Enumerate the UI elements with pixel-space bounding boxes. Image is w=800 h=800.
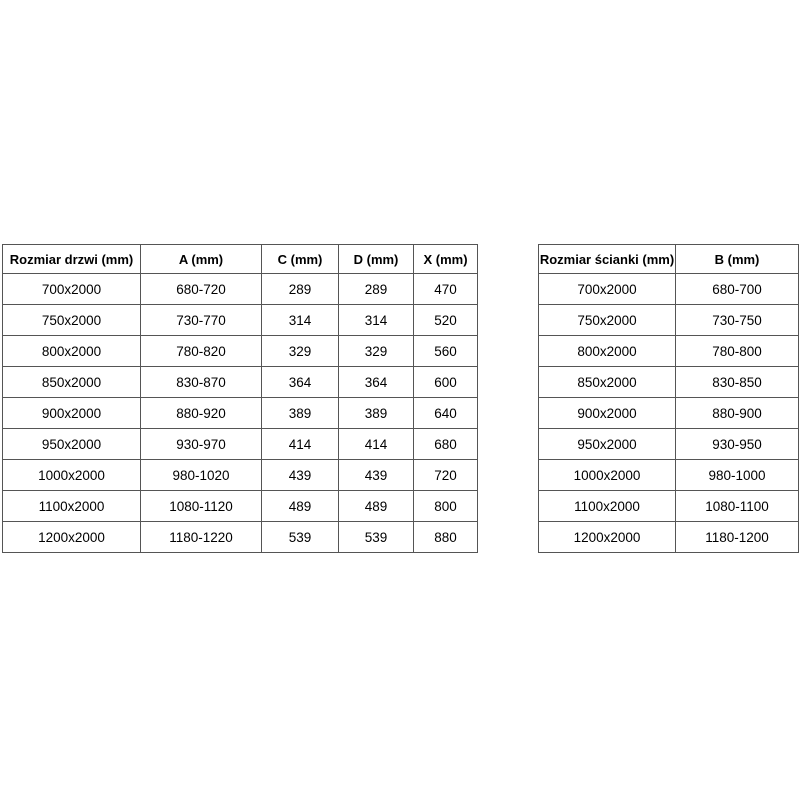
table-row (539, 460, 799, 491)
table-cell: 520 (414, 305, 478, 336)
table-cell: 880 (414, 522, 478, 553)
table-cell: 680 (414, 429, 478, 460)
table-cell: 730-770 (141, 305, 262, 336)
table-cell: 880-900 (676, 398, 799, 429)
column-header: B (mm) (676, 245, 799, 274)
table-cell: 720 (414, 460, 478, 491)
table-cell: 560 (414, 336, 478, 367)
table-row (3, 491, 478, 522)
table-cell: 489 (339, 491, 414, 522)
table-cell: 700x2000 (539, 274, 676, 305)
table-cell: 414 (262, 429, 339, 460)
table-row (539, 305, 799, 336)
table-row (3, 522, 478, 553)
table-cell: 539 (262, 522, 339, 553)
table-cell: 439 (262, 460, 339, 491)
table-cell: 640 (414, 398, 478, 429)
table-cell: 414 (339, 429, 414, 460)
table-cell: 539 (339, 522, 414, 553)
table-row (539, 429, 799, 460)
table-cell: 389 (339, 398, 414, 429)
table-cell: 1200x2000 (3, 522, 141, 553)
table-cell: 389 (262, 398, 339, 429)
table-cell: 364 (339, 367, 414, 398)
table-cell: 680-720 (141, 274, 262, 305)
table-cell: 600 (414, 367, 478, 398)
table-row (539, 367, 799, 398)
table-cell: 930-970 (141, 429, 262, 460)
table-cell: 930-950 (676, 429, 799, 460)
table-cell: 800x2000 (539, 336, 676, 367)
table-cell: 800x2000 (3, 336, 141, 367)
table-cell: 329 (262, 336, 339, 367)
table-cell: 470 (414, 274, 478, 305)
table-row (3, 336, 478, 367)
column-header: A (mm) (141, 245, 262, 274)
table-cell: 830-870 (141, 367, 262, 398)
table-cell: 850x2000 (539, 367, 676, 398)
table-cell: 1200x2000 (539, 522, 676, 553)
column-header: X (mm) (414, 245, 478, 274)
column-header: C (mm) (262, 245, 339, 274)
table-row (3, 367, 478, 398)
table-cell: 950x2000 (3, 429, 141, 460)
table-cell: 880-920 (141, 398, 262, 429)
table-row (539, 274, 799, 305)
door-sizes-table (2, 244, 478, 553)
table-cell: 364 (262, 367, 339, 398)
table-cell: 1100x2000 (539, 491, 676, 522)
table-row (539, 398, 799, 429)
table-row (539, 336, 799, 367)
column-header: Rozmiar drzwi (mm) (3, 245, 141, 274)
table-row (539, 491, 799, 522)
table-cell: 780-800 (676, 336, 799, 367)
wall-sizes-table (538, 244, 799, 553)
table-cell: 1180-1220 (141, 522, 262, 553)
table-cell: 1080-1100 (676, 491, 799, 522)
table-cell: 314 (262, 305, 339, 336)
table-cell: 1000x2000 (539, 460, 676, 491)
table-cell: 489 (262, 491, 339, 522)
table-row (3, 274, 478, 305)
table-cell: 329 (339, 336, 414, 367)
table-cell: 950x2000 (539, 429, 676, 460)
table-cell: 900x2000 (3, 398, 141, 429)
table-cell: 289 (339, 274, 414, 305)
table-cell: 750x2000 (539, 305, 676, 336)
table-cell: 1180-1200 (676, 522, 799, 553)
table-row (3, 305, 478, 336)
table-row (3, 460, 478, 491)
table-row (3, 429, 478, 460)
table-cell: 780-820 (141, 336, 262, 367)
table-row (3, 398, 478, 429)
table-cell: 900x2000 (539, 398, 676, 429)
table-cell: 1100x2000 (3, 491, 141, 522)
table-cell: 750x2000 (3, 305, 141, 336)
wall-sizes-header-row (539, 245, 799, 274)
table-cell: 830-850 (676, 367, 799, 398)
table-cell: 289 (262, 274, 339, 305)
table-cell: 1080-1120 (141, 491, 262, 522)
column-header: D (mm) (339, 245, 414, 274)
table-cell: 439 (339, 460, 414, 491)
table-cell: 980-1020 (141, 460, 262, 491)
table-cell: 1000x2000 (3, 460, 141, 491)
table-cell: 700x2000 (3, 274, 141, 305)
table-cell: 730-750 (676, 305, 799, 336)
table-cell: 314 (339, 305, 414, 336)
column-header: Rozmiar ścianki (mm) (539, 245, 676, 274)
table-cell: 850x2000 (3, 367, 141, 398)
table-cell: 680-700 (676, 274, 799, 305)
table-cell: 800 (414, 491, 478, 522)
table-cell: 980-1000 (676, 460, 799, 491)
door-sizes-header-row (3, 245, 478, 274)
table-row (539, 522, 799, 553)
